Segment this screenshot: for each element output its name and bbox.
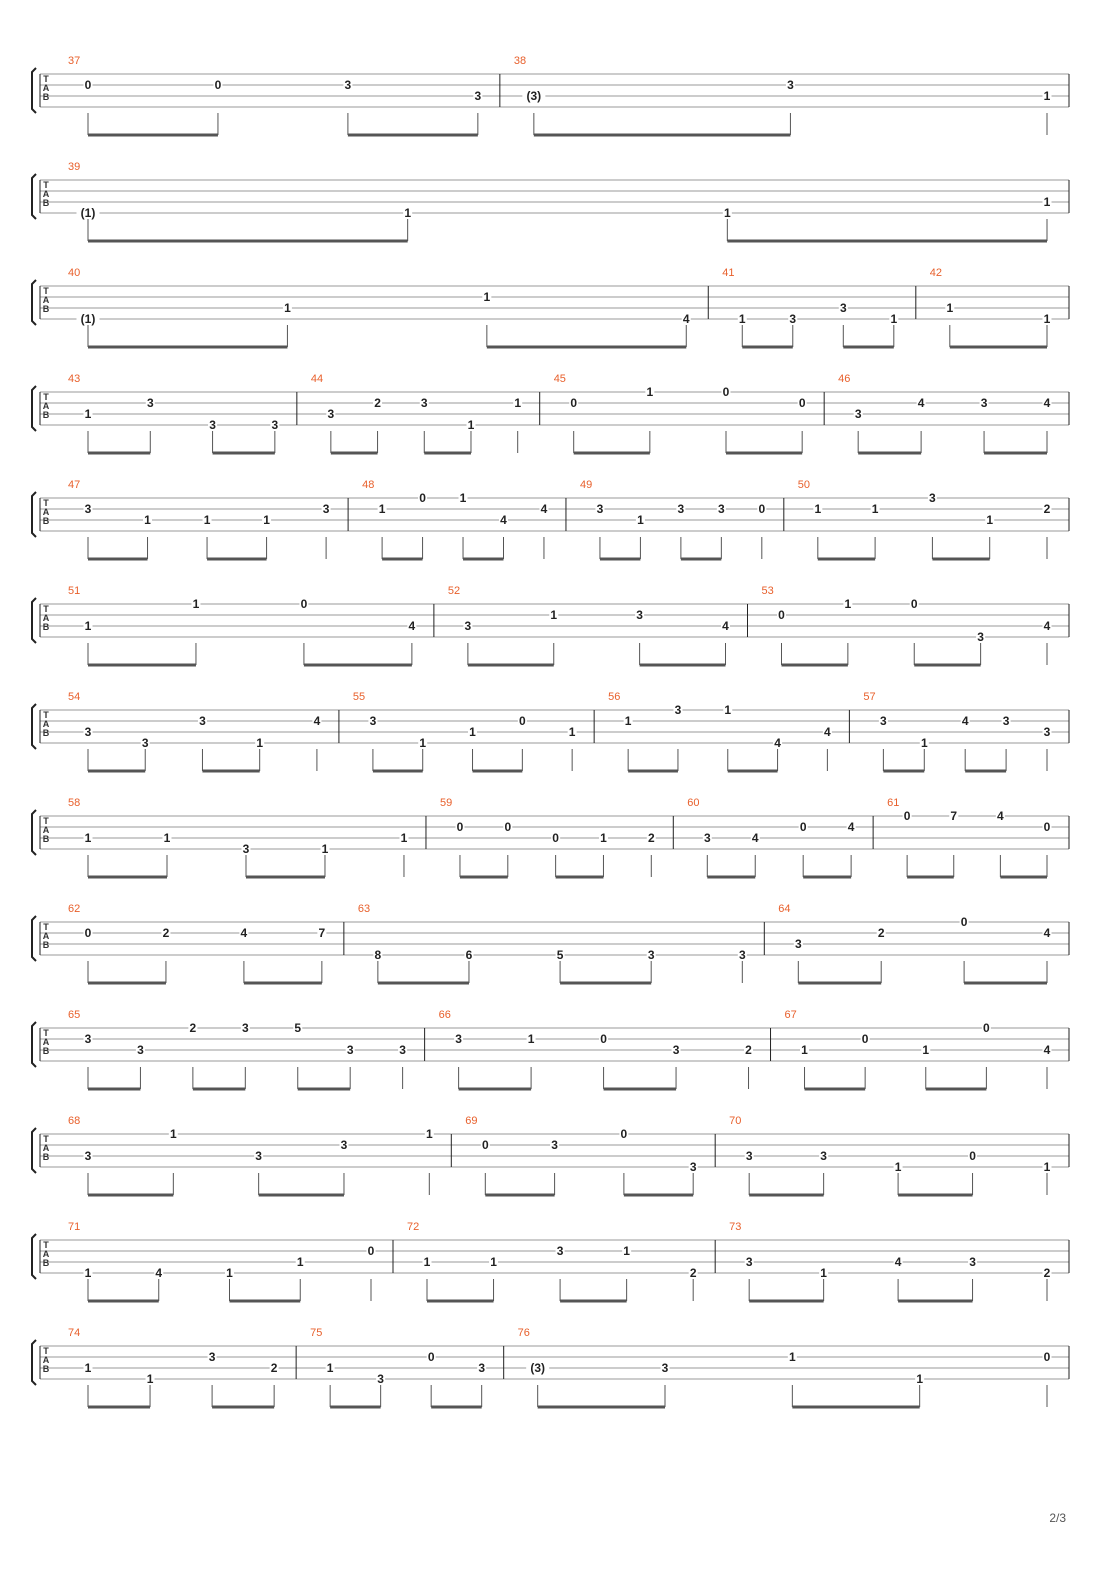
tab-clef-letter: B bbox=[42, 304, 50, 314]
fret-number: 1 bbox=[163, 831, 171, 845]
fret-number: 4 bbox=[894, 1255, 902, 1269]
fret-number: 2 bbox=[189, 1021, 197, 1035]
system-bracket bbox=[32, 386, 36, 431]
measure-number: 51 bbox=[68, 585, 81, 597]
fret-number: 1 bbox=[1043, 312, 1051, 326]
measure-number: 48 bbox=[362, 479, 375, 491]
fret-number: 1 bbox=[400, 831, 408, 845]
measure-number: 66 bbox=[438, 1009, 451, 1021]
fret-number: (1) bbox=[80, 206, 96, 220]
fret-number: 1 bbox=[871, 502, 879, 516]
tab-clef-letter: B bbox=[42, 622, 50, 632]
fret-number: 1 bbox=[146, 1372, 154, 1386]
tab-clef-letter: A bbox=[42, 295, 50, 305]
tab-clef-letter: B bbox=[42, 1364, 50, 1374]
fret-number: 3 bbox=[344, 78, 352, 92]
fret-number: 1 bbox=[723, 206, 731, 220]
fret-number: 1 bbox=[284, 301, 291, 315]
measure-number: 74 bbox=[68, 1327, 81, 1339]
fret-number: 4 bbox=[682, 312, 690, 326]
fret-number: 1 bbox=[321, 842, 329, 856]
fret-number: 1 bbox=[203, 513, 211, 527]
fret-number: 4 bbox=[847, 820, 855, 834]
fret-number: 0 bbox=[903, 809, 911, 823]
measure-number: 43 bbox=[68, 373, 81, 385]
fret-number: 3 bbox=[141, 736, 149, 750]
fret-number: 3 bbox=[820, 1149, 827, 1163]
fret-number: 0 bbox=[758, 502, 766, 516]
fret-number: 0 bbox=[570, 396, 578, 410]
fret-number: 3 bbox=[137, 1043, 144, 1057]
fret-number: 3 bbox=[980, 396, 988, 410]
fret-number: 4 bbox=[774, 736, 781, 750]
tab-clef-letter: A bbox=[42, 1037, 50, 1047]
system-bracket bbox=[32, 492, 36, 537]
fret-number: 0 bbox=[620, 1127, 628, 1141]
fret-number: 0 bbox=[504, 820, 512, 834]
fret-number: 1 bbox=[423, 1255, 431, 1269]
fret-number: 3 bbox=[551, 1138, 558, 1152]
fret-number: 3 bbox=[672, 1043, 680, 1057]
fret-number: 1 bbox=[192, 597, 200, 611]
fret-number: 0 bbox=[799, 820, 807, 834]
fret-number: (3) bbox=[530, 1361, 546, 1375]
system-bracket bbox=[32, 280, 36, 325]
fret-number: 3 bbox=[377, 1372, 384, 1386]
fret-number: 3 bbox=[839, 301, 847, 315]
fret-number: 2 bbox=[689, 1266, 697, 1280]
fret-number: 1 bbox=[624, 714, 632, 728]
tab-clef-letter: A bbox=[42, 719, 50, 729]
measure-number: 59 bbox=[439, 797, 453, 809]
tab-clef-letter: A bbox=[42, 931, 50, 941]
fret-number: 0 bbox=[419, 491, 426, 505]
fret-number: 3 bbox=[738, 948, 746, 962]
fret-number: 1 bbox=[820, 1266, 827, 1280]
tab-clef-letter: B bbox=[42, 1046, 50, 1056]
tab-clef-letter: B bbox=[42, 92, 50, 102]
fret-number: 0 bbox=[910, 597, 918, 611]
measure-number: 75 bbox=[310, 1327, 323, 1339]
fret-number: 0 bbox=[778, 608, 785, 622]
fret-number: 0 bbox=[84, 926, 92, 940]
tab-clef-letter: A bbox=[42, 1355, 50, 1365]
system-bracket bbox=[32, 68, 36, 113]
fret-number: 4 bbox=[155, 1266, 163, 1280]
fret-number: 1 bbox=[378, 502, 386, 516]
fret-number: (1) bbox=[80, 312, 96, 326]
fret-number: 1 bbox=[326, 1361, 334, 1375]
fret-number: 0 bbox=[300, 597, 308, 611]
fret-number: 3 bbox=[1002, 714, 1010, 728]
fret-number: 0 bbox=[427, 1350, 435, 1364]
measure-number: 39 bbox=[68, 161, 81, 173]
measure-number: 61 bbox=[887, 797, 900, 809]
fret-number: 1 bbox=[169, 1127, 177, 1141]
fret-number: 2 bbox=[745, 1043, 752, 1057]
fret-number: (3) bbox=[526, 89, 542, 103]
fret-number: 1 bbox=[646, 385, 654, 399]
fret-number: 0 bbox=[214, 78, 222, 92]
fret-number: 1 bbox=[844, 597, 852, 611]
tab-clef-letter: B bbox=[42, 410, 50, 420]
fret-number: 3 bbox=[977, 630, 984, 644]
fret-number: 1 bbox=[84, 619, 92, 633]
fret-number: 3 bbox=[464, 619, 472, 633]
fret-number: 3 bbox=[745, 1149, 753, 1163]
fret-number: 1 bbox=[894, 1160, 902, 1174]
fret-number: 3 bbox=[745, 1255, 753, 1269]
fret-number: 4 bbox=[1043, 926, 1051, 940]
fret-number: 0 bbox=[861, 1032, 869, 1046]
system-bracket bbox=[32, 1022, 36, 1067]
measure-number: 37 bbox=[68, 55, 81, 67]
measure-number: 54 bbox=[68, 691, 81, 703]
fret-number: 3 bbox=[787, 78, 794, 92]
fret-number: 3 bbox=[677, 502, 685, 516]
fret-number: 1 bbox=[738, 312, 746, 326]
tab-clef-letter: T bbox=[43, 816, 49, 826]
measure-number: 60 bbox=[687, 797, 700, 809]
fret-number: 3 bbox=[322, 502, 330, 516]
tab-clef-letter: A bbox=[42, 1143, 50, 1153]
fret-number: 4 bbox=[824, 725, 831, 739]
measure-number: 38 bbox=[513, 55, 527, 67]
fret-number: 1 bbox=[600, 831, 607, 845]
measure-number: 41 bbox=[722, 267, 735, 279]
measure-number: 67 bbox=[784, 1009, 797, 1021]
measure-number: 49 bbox=[579, 479, 593, 491]
fret-number: 4 bbox=[1043, 1043, 1051, 1057]
fret-number: 1 bbox=[514, 396, 522, 410]
fret-number: 3 bbox=[689, 1160, 697, 1174]
fret-number: 3 bbox=[84, 725, 92, 739]
tab-clef-letter: T bbox=[43, 498, 49, 508]
measure-number: 56 bbox=[608, 691, 621, 703]
fret-number: 1 bbox=[637, 513, 644, 527]
tab-clef-letter: A bbox=[42, 189, 50, 199]
system-bracket bbox=[32, 174, 36, 219]
measure-number: 47 bbox=[68, 479, 81, 491]
fret-number: 3 bbox=[636, 608, 643, 622]
measure-number: 69 bbox=[465, 1115, 478, 1127]
measure-number: 55 bbox=[352, 691, 366, 703]
tab-clef-letter: T bbox=[43, 180, 49, 190]
system-bracket bbox=[32, 810, 36, 855]
tab-clef-letter: T bbox=[43, 392, 49, 402]
fret-number: 3 bbox=[84, 1032, 92, 1046]
measure-number: 44 bbox=[310, 373, 324, 385]
measure-number: 76 bbox=[517, 1327, 530, 1339]
fret-number: 1 bbox=[469, 725, 476, 739]
fret-number: 4 bbox=[722, 619, 729, 633]
fret-number: 2 bbox=[270, 1361, 278, 1375]
fret-number: 1 bbox=[920, 736, 928, 750]
fret-number: 1 bbox=[419, 736, 427, 750]
tab-clef-letter: B bbox=[42, 516, 50, 526]
tab-clef-letter: T bbox=[43, 922, 49, 932]
fret-number: 6 bbox=[465, 948, 473, 962]
fret-number: 3 bbox=[241, 1021, 249, 1035]
fret-number: 3 bbox=[399, 1043, 406, 1057]
fret-number: 4 bbox=[1043, 396, 1051, 410]
fret-number: 1 bbox=[724, 703, 732, 717]
measure-number: 68 bbox=[68, 1115, 81, 1127]
tab-clef-letter: A bbox=[42, 83, 50, 93]
fret-number: 0 bbox=[367, 1244, 375, 1258]
fret-number: 1 bbox=[916, 1372, 924, 1386]
tab-clef-letter: B bbox=[42, 198, 50, 208]
tab-clef-letter: A bbox=[42, 507, 50, 517]
fret-number: 1 bbox=[1043, 195, 1051, 209]
fret-number: 3 bbox=[647, 948, 655, 962]
fret-number: 3 bbox=[199, 714, 206, 728]
fret-number: 1 bbox=[404, 206, 412, 220]
fret-number: 3 bbox=[674, 703, 682, 717]
measure-number: 58 bbox=[68, 797, 81, 809]
fret-number: 1 bbox=[256, 736, 264, 750]
fret-number: 3 bbox=[474, 89, 482, 103]
fret-number: 0 bbox=[456, 820, 464, 834]
fret-number: 1 bbox=[788, 1350, 796, 1364]
measure-number: 52 bbox=[447, 585, 461, 597]
fret-number: 0 bbox=[552, 831, 559, 845]
fret-number: 1 bbox=[84, 407, 92, 421]
measure-number: 64 bbox=[778, 903, 791, 915]
tab-clef-letter: T bbox=[43, 1134, 49, 1144]
fret-number: 7 bbox=[950, 809, 958, 823]
fret-number: 0 bbox=[600, 1032, 607, 1046]
fret-number: 3 bbox=[255, 1149, 262, 1163]
fret-number: 1 bbox=[296, 1255, 304, 1269]
measure-number: 73 bbox=[729, 1221, 742, 1233]
fret-number: 3 bbox=[420, 396, 428, 410]
fret-number: 5 bbox=[294, 1021, 302, 1035]
system-bracket bbox=[32, 704, 36, 749]
fret-number: 4 bbox=[1043, 619, 1051, 633]
fret-number: 3 bbox=[369, 714, 377, 728]
fret-number: 1 bbox=[84, 831, 92, 845]
fret-number: 1 bbox=[801, 1043, 808, 1057]
fret-number: 2 bbox=[162, 926, 170, 940]
fret-number: 3 bbox=[84, 1149, 92, 1163]
tab-clef-letter: B bbox=[42, 834, 50, 844]
tab-clef-letter: B bbox=[42, 1258, 50, 1268]
fret-number: 5 bbox=[556, 948, 564, 962]
fret-number: 3 bbox=[84, 502, 92, 516]
fret-number: 0 bbox=[481, 1138, 489, 1152]
tab-clef-letter: T bbox=[43, 604, 49, 614]
fret-number: 3 bbox=[208, 1350, 216, 1364]
fret-number: 4 bbox=[240, 926, 248, 940]
fret-number: 3 bbox=[596, 502, 604, 516]
fret-number: 3 bbox=[146, 396, 154, 410]
measure-number: 42 bbox=[929, 267, 943, 279]
fret-number: 7 bbox=[318, 926, 326, 940]
fret-number: 2 bbox=[1043, 502, 1051, 516]
measure-number: 72 bbox=[406, 1221, 420, 1233]
measure-number: 57 bbox=[863, 691, 876, 703]
fret-number: 4 bbox=[917, 396, 925, 410]
fret-number: 3 bbox=[327, 407, 335, 421]
fret-number: 1 bbox=[84, 1361, 92, 1375]
fret-number: 0 bbox=[1043, 1350, 1051, 1364]
tab-clef-letter: B bbox=[42, 940, 50, 950]
tab-clef-letter: A bbox=[42, 401, 50, 411]
fret-number: 2 bbox=[647, 831, 655, 845]
fret-number: 2 bbox=[374, 396, 381, 410]
fret-number: 3 bbox=[929, 491, 936, 505]
fret-number: 4 bbox=[313, 714, 321, 728]
fret-number: 0 bbox=[518, 714, 526, 728]
tab-clef-letter: T bbox=[43, 1028, 49, 1038]
measure-number: 62 bbox=[68, 903, 81, 915]
fret-number: 8 bbox=[374, 948, 382, 962]
fret-number: 3 bbox=[789, 312, 797, 326]
measure-number: 40 bbox=[68, 267, 81, 279]
fret-number: 0 bbox=[960, 915, 968, 929]
fret-number: 1 bbox=[483, 290, 491, 304]
fret-number: 1 bbox=[890, 312, 898, 326]
tab-clef-letter: T bbox=[43, 1240, 49, 1250]
fret-number: 0 bbox=[1043, 820, 1051, 834]
fret-number: 0 bbox=[84, 78, 92, 92]
fret-number: 3 bbox=[661, 1361, 669, 1375]
fret-number: 3 bbox=[271, 418, 279, 432]
system-bracket bbox=[32, 1340, 36, 1385]
fret-number: 1 bbox=[1043, 89, 1051, 103]
measure-number: 63 bbox=[357, 903, 371, 915]
fret-number: 3 bbox=[455, 1032, 462, 1046]
tab-clef-letter: B bbox=[42, 1152, 50, 1162]
fret-number: 1 bbox=[946, 301, 954, 315]
tab-clef-letter: A bbox=[42, 825, 50, 835]
fret-number: 1 bbox=[263, 513, 270, 527]
fret-number: 4 bbox=[408, 619, 416, 633]
fret-number: 3 bbox=[854, 407, 862, 421]
fret-number: 3 bbox=[718, 502, 725, 516]
measure-number: 46 bbox=[838, 373, 851, 385]
fret-number: 2 bbox=[1043, 1266, 1051, 1280]
fret-number: 3 bbox=[242, 842, 250, 856]
fret-number: 4 bbox=[500, 513, 507, 527]
tab-clef-letter: T bbox=[43, 1346, 49, 1356]
fret-number: 0 bbox=[983, 1021, 990, 1035]
fret-number: 1 bbox=[568, 725, 576, 739]
fret-number: 3 bbox=[969, 1255, 976, 1269]
fret-number: 1 bbox=[814, 502, 822, 516]
fret-number: 1 bbox=[226, 1266, 233, 1280]
fret-number: 1 bbox=[1043, 1160, 1051, 1174]
fret-number: 3 bbox=[209, 418, 216, 432]
fret-number: 1 bbox=[144, 513, 151, 527]
fret-number: 1 bbox=[490, 1255, 497, 1269]
measure-number: 65 bbox=[68, 1009, 81, 1021]
fret-number: 4 bbox=[961, 714, 969, 728]
fret-number: 1 bbox=[550, 608, 558, 622]
measure-number: 70 bbox=[729, 1115, 742, 1127]
tab-clef-letter: B bbox=[42, 728, 50, 738]
fret-number: 4 bbox=[540, 502, 548, 516]
tab-clef-letter: T bbox=[43, 286, 49, 296]
fret-number: 1 bbox=[84, 1266, 92, 1280]
fret-number: 4 bbox=[751, 831, 759, 845]
system-bracket bbox=[32, 1128, 36, 1173]
tab-clef-letter: A bbox=[42, 613, 50, 623]
measure-number: 53 bbox=[761, 585, 774, 597]
fret-number: 0 bbox=[722, 385, 730, 399]
tab-clef-letter: A bbox=[42, 1249, 50, 1259]
fret-number: 1 bbox=[623, 1244, 630, 1258]
fret-number: 1 bbox=[459, 491, 467, 505]
fret-number: 1 bbox=[527, 1032, 535, 1046]
fret-number: 4 bbox=[997, 809, 1004, 823]
measure-number: 71 bbox=[68, 1221, 81, 1233]
tab-clef-letter: T bbox=[43, 710, 49, 720]
fret-number: 0 bbox=[798, 396, 806, 410]
fret-number: 3 bbox=[478, 1361, 486, 1375]
fret-number: 3 bbox=[880, 714, 887, 728]
page-number: 2/3 bbox=[1049, 1511, 1066, 1525]
fret-number: 3 bbox=[340, 1138, 348, 1152]
system-bracket bbox=[32, 1234, 36, 1279]
system-bracket bbox=[32, 598, 36, 643]
fret-number: 3 bbox=[1043, 725, 1051, 739]
fret-number: 2 bbox=[877, 926, 885, 940]
tab-clef-letter: T bbox=[43, 74, 49, 84]
system-bracket bbox=[32, 916, 36, 961]
fret-number: 1 bbox=[425, 1127, 433, 1141]
fret-number: 3 bbox=[556, 1244, 564, 1258]
fret-number: 0 bbox=[969, 1149, 976, 1163]
fret-number: 1 bbox=[467, 418, 475, 432]
fret-number: 3 bbox=[794, 937, 802, 951]
measure-number: 45 bbox=[553, 373, 566, 385]
fret-number: 1 bbox=[922, 1043, 930, 1057]
fret-number: 3 bbox=[703, 831, 711, 845]
fret-number: 1 bbox=[986, 513, 994, 527]
fret-number: 3 bbox=[346, 1043, 354, 1057]
measure-number: 50 bbox=[797, 479, 811, 491]
